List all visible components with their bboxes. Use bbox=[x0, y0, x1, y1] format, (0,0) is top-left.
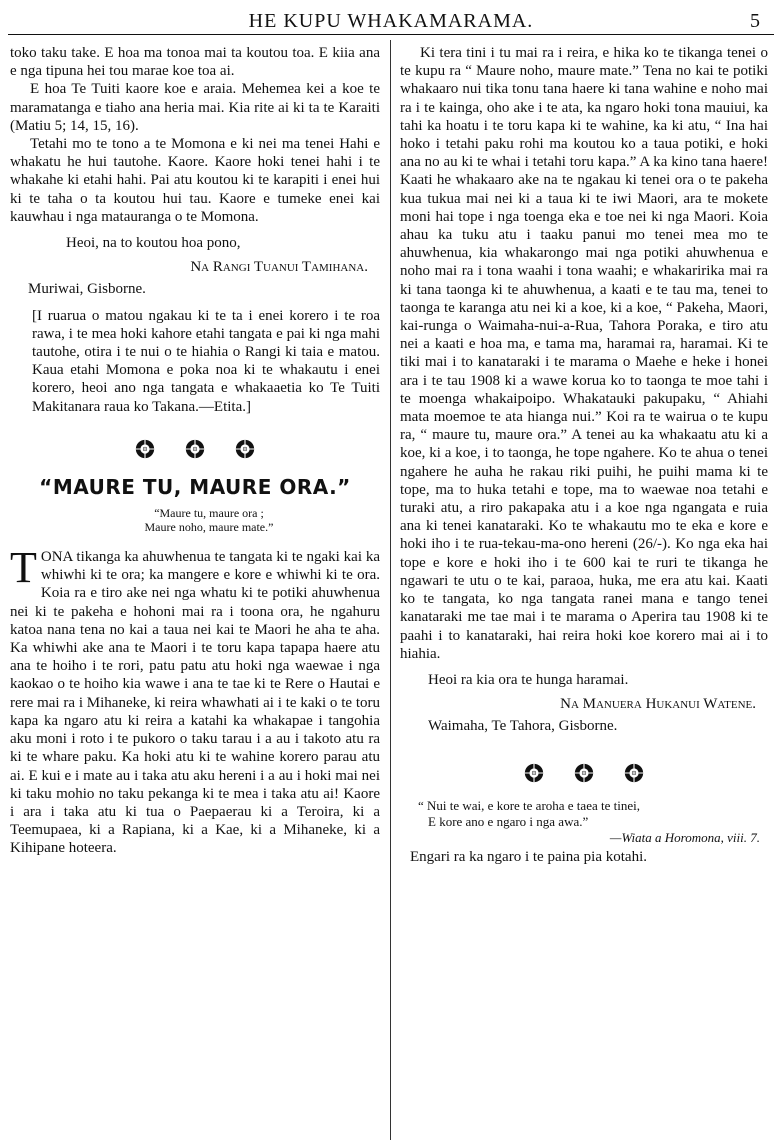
letter-greeting: Heoi, na to koutou hoa pono, bbox=[66, 235, 241, 252]
paragraph: Tetahi mo te tono a te Momona e ki nei ma tenei Hahi e whakatu he hui tautohe. Kaore. Kaore hoki tenei hahi i te whakahe ki etahi hahi. Pai atu koutou ki te karapiti i enei hui ki te taha o ta koutou hui tau. Kaore e tumeke enei kai kauwhau i nga matauranga o te Momona. bbox=[10, 136, 380, 225]
paragraph: Ki tera tini i tu mai ra i reira, e hika ko te tikanga tenei o te kupu ra “ Maure noho, maure mate.” Tena no kai te potiki whakaaro nui tika tonu tana haere ki tana wahine e noho mai ra i te kainga, oho ake i te ata, ka ngaro hoki tona mauiui, ka tahi ka hoatu i te toru kapa ki te wahine, ka ki atu, “ Ina hai hoko i tetahi paku rohi ma koutou ko a taua potiki, e hoki ana no au ki te whai i tetahi toru kapa.” A ka kino tana haere! Kaati he whakaaro ake na te ngakau ki tenei ora o te pakeha kua tukua mai nei ki a taua ki te iwi Maori, ara te mokete moni hai tope i nga toenga eka e toe nei ki nga Maori. Koia ahau ka tuku atu i taaku panui mo tenei mea mo te ahuwhenua, kia whakarongo mai nga potiki ahuwhenua e noho mai ra i tona waahi i tona waahi; e whakaririka mai ra ki tana taonga ki te ahuwhenua, a kaati e te tau ma, tenei to taonga te karanga atu nei ki a koe, ki a koe, “ Pakeha, Maori, kai-runga o Waimaha-nui-a-Rua, Tahora Poraka, e tiro atu nei a kaati e hoa ma, e tama ma, haramai ra, haramai. Ki te tiki mai i to kanataraki i te marama o Maehe e heke i honei ara i te tau 1908 ki a wawe korua ko to taonga te moe tahi i te moenga whakaipoipo. Whakatauki pakupaku, “ Ahiahi mata moemoe te ata hianga nui.” Koi ra te wairua o te kupu ra, “ maure tu, maure ora.” A tenei au ka whakaatu atu ki a koe, ki a koe, i to taonga, he tope ngahere. Ko te ahua o tenei ngahere he auha he rakau riki puihi, he puihi mama ki te tope, ma to huka tetahi e tope, ma to waewae noa tetahi e turaki atu, a riro pakapaka atu i a koe nga ngangata e ruia ana ki tenei kanataraki. Ko te whakautu mo te eka e kore e hoki iho i te rua-tekau-ma-ono hereni (26/-). Ko nga eka hai tope e kore e hoki iho i te 600 kai te ruri te tikanga he ngawari te utu o te kai, paraoa, huka, me era atu kai. Kaati ko te tangata, ko nga tangata ranei mana e tango tenei kanataraki me tae mai i te marama o Aperira tau 1908 ki te paahi i to kanataraki, hai reira hoki koe korero mai ai i to hiahia. bbox=[400, 45, 768, 662]
drop-cap: T bbox=[10, 543, 37, 593]
letter-place: Muriwai, Gisborne. bbox=[28, 281, 146, 298]
epigraph-line: “Maure tu, maure ora ; bbox=[154, 506, 264, 521]
paragraph: E hoa Te Tuiti kaore koe e araia. Mehemea kei a koe te maramatanga e tiaho ana heria mai. Kia rite ai ki ta te Karaiti (Matiu 5; 14, 15, 16). bbox=[10, 81, 380, 134]
right-column bbox=[400, 44, 768, 866]
article-body bbox=[10, 543, 380, 857]
proverb-line: “ Nui te wai, e kore te aroha e taea te tinei, bbox=[418, 797, 640, 813]
page-header bbox=[8, 6, 774, 35]
left-column bbox=[10, 44, 380, 858]
proverb-line: E kore ano e ngaro i nga awa.” bbox=[428, 813, 589, 829]
flower-ornament-icon bbox=[623, 762, 645, 784]
proverb-quote bbox=[400, 798, 768, 846]
flower-ornament-icon bbox=[573, 762, 595, 784]
ornament-row bbox=[10, 438, 380, 460]
letter-signature: Na Rangi Tuanui Tamihana. bbox=[190, 259, 368, 276]
column-divider bbox=[390, 40, 391, 1140]
epigraph bbox=[10, 506, 380, 534]
ornament-row bbox=[400, 762, 768, 784]
letter-greeting: Heoi ra kia ora te hunga haramai. bbox=[428, 671, 629, 688]
epigraph-line: Maure noho, maure mate.” bbox=[144, 520, 274, 535]
proverb-source: —Wiata a Horomona, viii. 7. bbox=[609, 829, 760, 845]
article-heading: “MAURE TU, MAURE ORA.” bbox=[39, 474, 351, 499]
letter-place: Waimaha, Te Tahora, Gisborne. bbox=[428, 718, 618, 735]
article-body-text: ONA tikanga ka ahuwhenua te tangata ki te ngaki kai ka whiwhi ki te ora; ka mangere e kore e whiwhi ki te ora. Koia ra e tiro ake nei nga whatu ki te potiki ahuwhenua nei ki te pakeha e hohoni mai ra i toona ora, he ngahuru katoa nana tena no kai a taua nei kai te Maori he aha te aha. Ka whiwhi ake ana te Maori i te toru kapa tapapa haere atu ana te hoiho i te rori, patu patu atu hoki nga waewae i nga kaokao o te hoiho kia wawe i ana te tae ki te Rere o Hautai e rere mai ra i Mihaneke, ki reira whawhati ai i te kaki o te toru kapa ka ngaro atu ki reira a katahi ka whakapae i tangohia aku moni i roto i te pukoro o taku tarau i a au i takoto atu ra ki te whare paku. Ka hoki atu ki te wahine korero parau atu ai. E kui e i mate au i taka atu aku hereni i a au i hoki mai nei ki taku mohio no taku pekanga ki te mea i taka atu ai! Kaore i ara i taka atu ki tua o Paepaerau ki a Teroira, ki a Teemupaea, ki a Rapiana, ki a Kae, ki a Mihaneke, ki a Kihipane hoteera. bbox=[10, 549, 380, 857]
letter-signature: Na Manuera Hukanui Watene. bbox=[560, 696, 756, 713]
running-title: HE KUPU WHAKAMARAMA. bbox=[248, 10, 534, 32]
closing-line: Engari ra ka ngaro i te paina pia kotahi. bbox=[410, 848, 647, 865]
flower-ornament-icon bbox=[523, 762, 545, 784]
paragraph: toko taku take. E hoa ma tonoa mai ta koutou toa. E kiia ana e nga tipuna hei tou marae koe toa ai. bbox=[10, 45, 380, 80]
flower-ornament-icon bbox=[134, 438, 156, 460]
flower-ornament-icon bbox=[234, 438, 256, 460]
flower-ornament-icon bbox=[184, 438, 206, 460]
editor-note: [I ruarua o matou ngakau ki te ta i enei korero i te roa rawa, i te mea hoki kahore etahi tangata e pai ki nga mahi tautohe, otira i te nui o te hiahia o Rangi ki taia e matou. Kaua etahi Momona e poka noa ki te whakautu i enei korero, heoi ano nga tangata e whakaaetia ko Te Tuiti Makitanara raua ko Takana.—Etita.] bbox=[32, 307, 380, 415]
page-number: 5 bbox=[750, 10, 760, 32]
